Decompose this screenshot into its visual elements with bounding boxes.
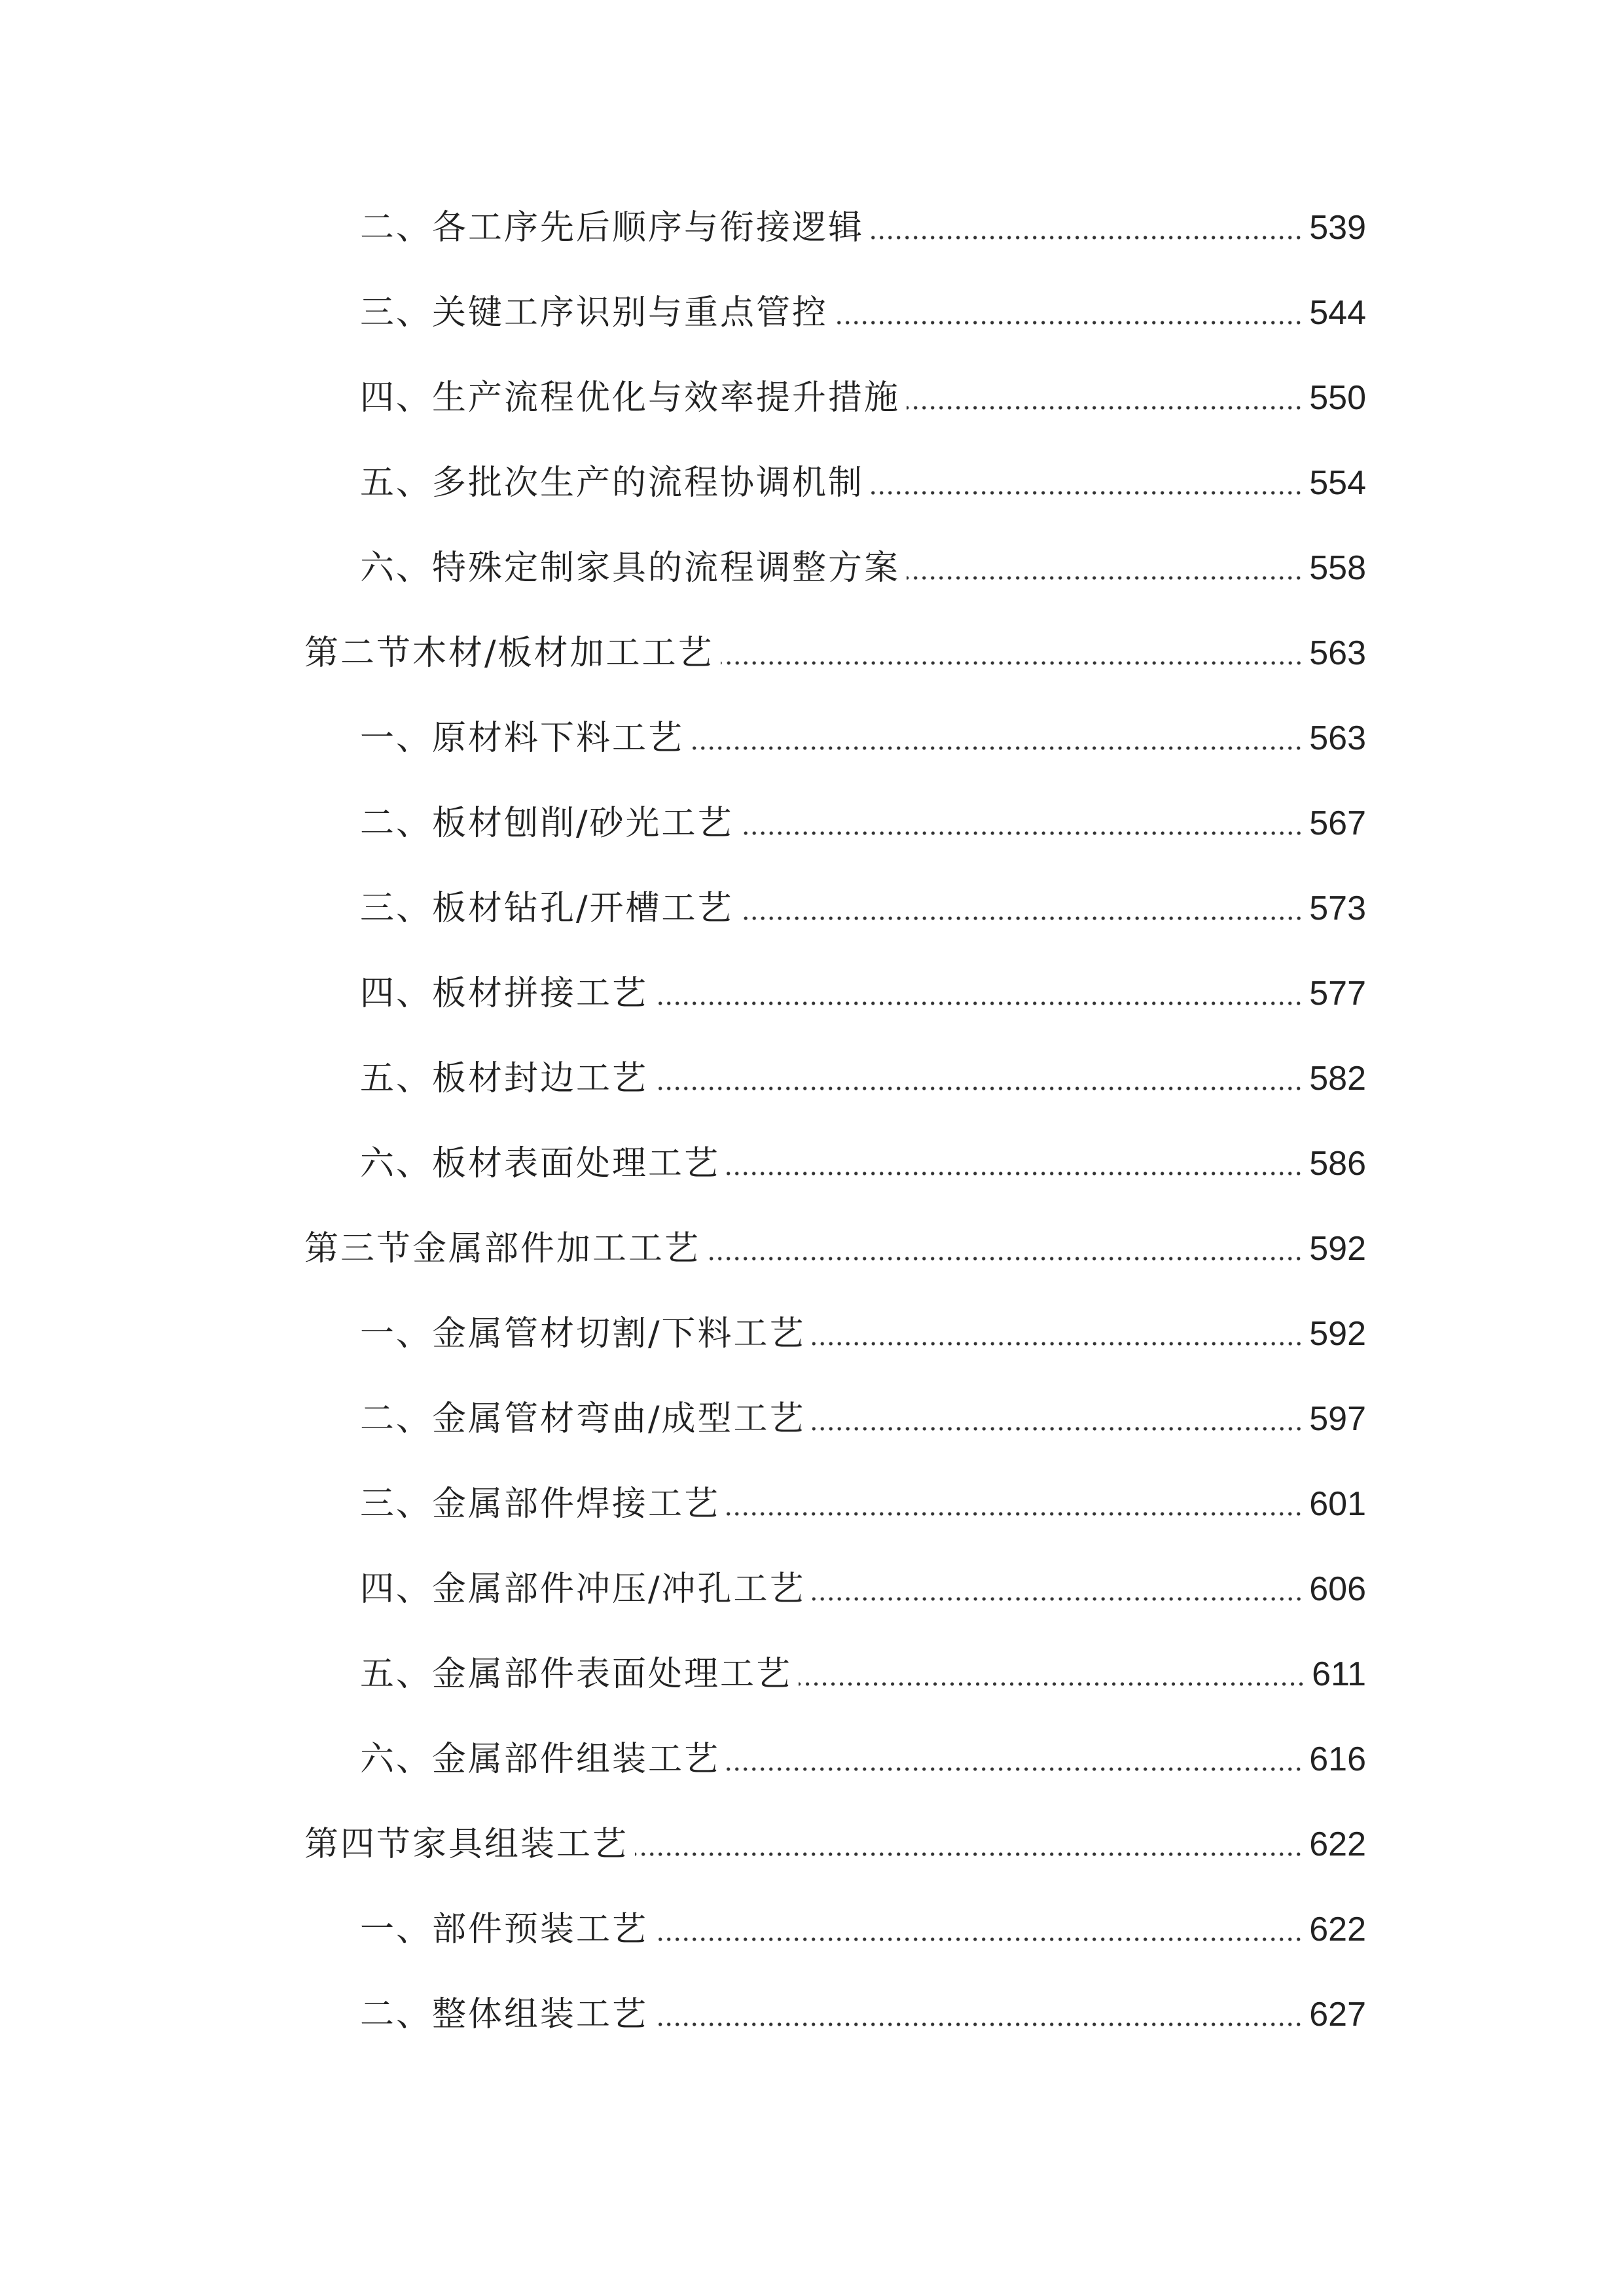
toc-entry[interactable] bbox=[360, 452, 1366, 504]
toc-entry-title: 一、部件预装工艺 bbox=[360, 1910, 649, 1949]
toc-entry-title: 六、金属部件组装工艺 bbox=[360, 1740, 721, 1779]
toc-entry-page: 627 bbox=[1309, 1996, 1366, 2034]
dot-leader bbox=[707, 1257, 1303, 1261]
toc-entry-page: 563 bbox=[1309, 634, 1366, 672]
toc-entry-title: 五、多批次生产的流程协调机制 bbox=[360, 463, 865, 503]
dot-leader bbox=[907, 576, 1303, 580]
toc-entry[interactable] bbox=[360, 1132, 1366, 1185]
dot-leader bbox=[655, 2022, 1303, 2026]
toc-entry-page: 563 bbox=[1309, 719, 1366, 757]
dot-leader bbox=[727, 1512, 1303, 1516]
dot-leader bbox=[727, 1172, 1303, 1175]
toc-entry-page: 616 bbox=[1309, 1740, 1366, 1778]
toc-entry-page: 582 bbox=[1309, 1060, 1366, 1098]
toc-entry[interactable] bbox=[360, 196, 1366, 249]
dot-leader bbox=[740, 916, 1303, 920]
toc-entry-title: 六、板材表面处理工艺 bbox=[360, 1144, 721, 1183]
toc-entry-page: 539 bbox=[1309, 209, 1366, 247]
toc-entry-title: 二、金属管材弯曲/成型工艺 bbox=[360, 1399, 806, 1439]
toc-entry-title: 四、生产流程优化与效率提升措施 bbox=[360, 378, 901, 418]
dot-leader bbox=[835, 321, 1303, 325]
dot-leader bbox=[721, 661, 1303, 665]
toc-entry-page: 622 bbox=[1309, 1825, 1366, 1863]
toc-entry[interactable] bbox=[360, 707, 1366, 759]
dot-leader bbox=[655, 1937, 1303, 1941]
toc-section-entry[interactable] bbox=[304, 622, 1366, 674]
toc-entry-page: 606 bbox=[1309, 1570, 1366, 1608]
toc-entry[interactable] bbox=[360, 1047, 1366, 1100]
dot-leader bbox=[635, 1852, 1303, 1856]
toc-entry-title: 四、板材拼接工艺 bbox=[360, 974, 649, 1013]
toc-entry-page: 577 bbox=[1309, 975, 1366, 1013]
toc-entry[interactable] bbox=[360, 962, 1366, 1014]
toc-entry[interactable] bbox=[360, 877, 1366, 929]
toc-entry[interactable] bbox=[360, 1388, 1366, 1440]
toc-entry-page: 573 bbox=[1309, 889, 1366, 927]
toc-entry-title: 第三节金属部件加工工艺 bbox=[304, 1229, 701, 1268]
toc-entry-title: 五、金属部件表面处理工艺 bbox=[360, 1655, 793, 1694]
toc-entry-page: 586 bbox=[1309, 1145, 1366, 1183]
dot-leader bbox=[871, 236, 1303, 240]
toc-entry-title: 三、金属部件焊接工艺 bbox=[360, 1484, 721, 1524]
toc-entry-title: 一、金属管材切割/下料工艺 bbox=[360, 1314, 806, 1354]
toc-entry-title: 二、整体组装工艺 bbox=[360, 1995, 649, 2034]
dot-leader bbox=[727, 1767, 1303, 1771]
toc-entry[interactable] bbox=[360, 1898, 1366, 1950]
dot-leader bbox=[740, 831, 1303, 835]
toc-entry-title: 第四节家具组装工艺 bbox=[304, 1825, 629, 1864]
toc-entry-page: 622 bbox=[1309, 1910, 1366, 1948]
toc-entry[interactable] bbox=[360, 1728, 1366, 1780]
toc-entry[interactable] bbox=[360, 792, 1366, 844]
toc-entry-page: 567 bbox=[1309, 804, 1366, 842]
toc-entry[interactable] bbox=[360, 1558, 1366, 1610]
toc-entry-title: 二、板材刨削/砂光工艺 bbox=[360, 804, 734, 843]
toc-entry-title: 六、特殊定制家具的流程调整方案 bbox=[360, 548, 901, 588]
dot-leader bbox=[871, 491, 1303, 495]
toc-entry[interactable] bbox=[360, 367, 1366, 419]
toc-entry-page: 544 bbox=[1309, 294, 1366, 332]
toc-entry[interactable] bbox=[360, 1302, 1366, 1355]
toc-entry-title: 三、关键工序识别与重点管控 bbox=[360, 293, 829, 332]
dot-leader bbox=[655, 1086, 1303, 1090]
toc-entry[interactable] bbox=[360, 537, 1366, 589]
toc-entry-title: 四、金属部件冲压/冲孔工艺 bbox=[360, 1570, 806, 1609]
toc-entry-page: 558 bbox=[1309, 549, 1366, 587]
toc-entry-page: 592 bbox=[1309, 1315, 1366, 1353]
dot-leader bbox=[812, 1427, 1303, 1431]
toc-entry-page: 597 bbox=[1309, 1400, 1366, 1438]
toc-entry-title: 二、各工序先后顺序与衔接逻辑 bbox=[360, 208, 865, 247]
dot-leader bbox=[655, 1001, 1303, 1005]
toc-entry[interactable] bbox=[360, 281, 1366, 334]
toc-entry-title: 第二节木材/板材加工工艺 bbox=[304, 634, 714, 673]
toc-section-entry[interactable] bbox=[304, 1217, 1366, 1270]
dot-leader bbox=[691, 746, 1303, 750]
toc-entry[interactable] bbox=[360, 1473, 1366, 1525]
toc-entry-title: 五、板材封边工艺 bbox=[360, 1059, 649, 1098]
toc-entry-title: 一、原材料下料工艺 bbox=[360, 719, 685, 758]
toc-entry[interactable] bbox=[360, 1983, 1366, 2036]
dot-leader bbox=[907, 406, 1303, 410]
toc-entry[interactable] bbox=[360, 1643, 1366, 1695]
toc-entry-page: 601 bbox=[1309, 1485, 1366, 1523]
toc-entry-page: 611 bbox=[1312, 1655, 1366, 1693]
toc-entry-page: 550 bbox=[1309, 379, 1366, 417]
dot-leader bbox=[812, 1597, 1303, 1601]
toc-entry-page: 554 bbox=[1309, 464, 1366, 502]
dot-leader bbox=[799, 1682, 1305, 1686]
toc-entry-page: 592 bbox=[1309, 1230, 1366, 1268]
dot-leader bbox=[812, 1342, 1303, 1346]
toc-entry-title: 三、板材钻孔/开槽工艺 bbox=[360, 889, 734, 928]
toc-section-entry[interactable] bbox=[304, 1813, 1366, 1865]
